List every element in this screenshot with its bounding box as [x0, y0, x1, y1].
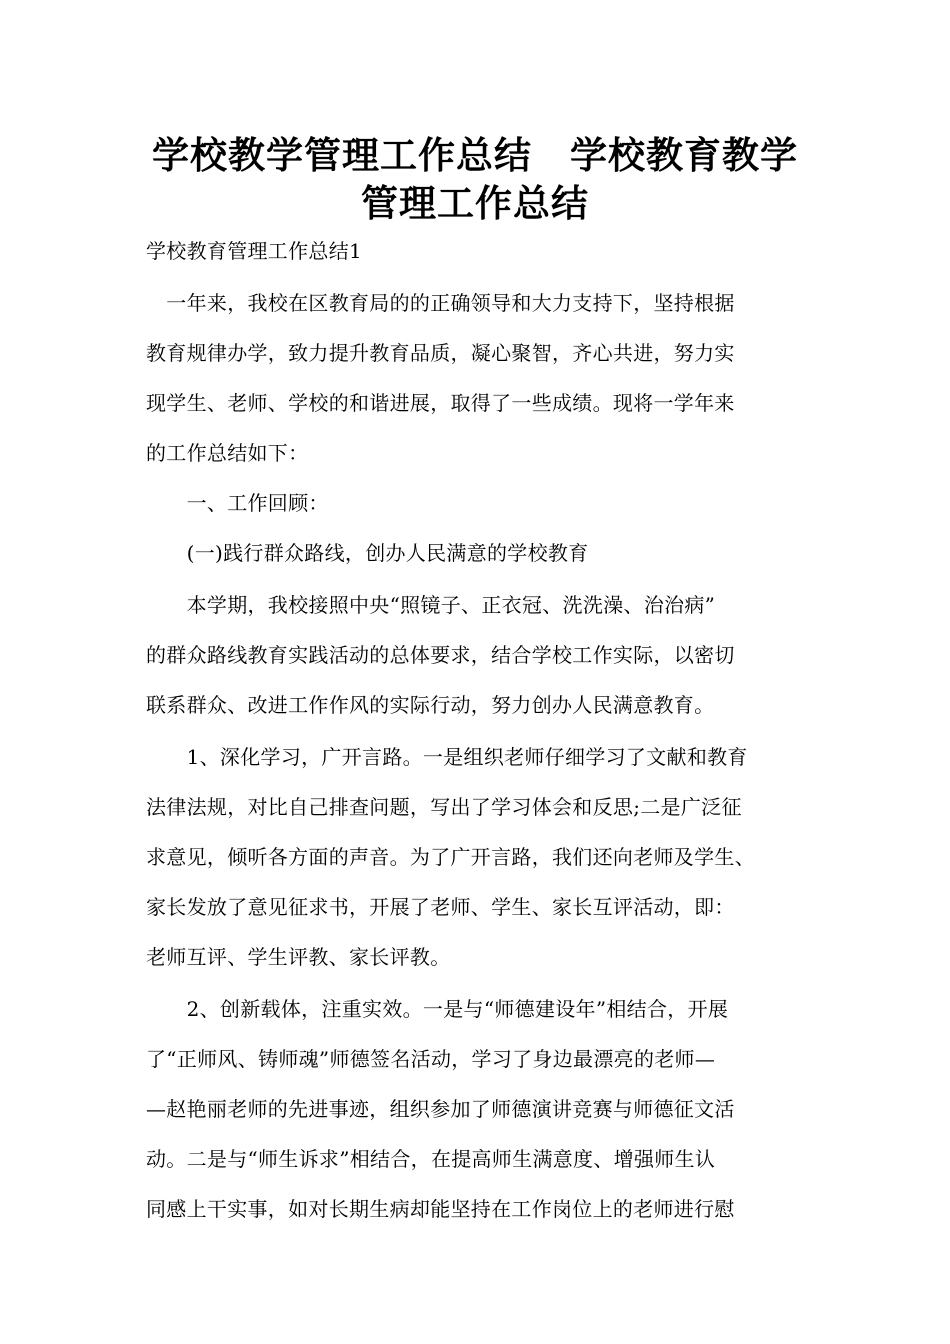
paragraph-line: 联系群众、改进工作作风的实际行动，努力创办人民满意教育。	[146, 693, 715, 717]
paragraph-line: 求意见，倾听各方面的声音。为了广开言路，我们还向老师及学生、	[146, 845, 755, 869]
paragraph-line: 的群众路线教育实践活动的总体要求，结合学校工作实际，以密切	[146, 643, 735, 667]
paragraph-line: —赵艳丽老师的先进事迹，组织参加了师德演讲竞赛与师德征文活	[146, 1097, 735, 1121]
paragraph-line: 本学期，我校接照中央“照镜子、正衣冠、洗洗澡、治治病”	[146, 593, 716, 617]
document-title-line-2: 管理工作总结	[361, 182, 589, 225]
paragraph-line: 了“正师风、铸师魂”师德签名活动，学习了身边最漂亮的老师—	[146, 1047, 716, 1071]
subsection-heading: (一)践行群众路线，创办人民满意的学校教育	[146, 541, 589, 565]
paragraph-line: 家长发放了意见征求书，开展了老师、学生、家长互评活动，即：	[146, 895, 735, 919]
paragraph-line: 同感上干实事，如对长期生病却能坚持在工作岗位上的老师进行慰	[146, 1197, 735, 1221]
paragraph-line: 动。二是与“师生诉求”相结合，在提高师生满意度、增强师生认	[146, 1147, 716, 1171]
paragraph-line: 的工作总结如下：	[146, 441, 309, 465]
section-subtitle: 学校教育管理工作总结1	[146, 239, 363, 263]
paragraph-line: 2、创新载体，注重实效。一是与“师德建设年”相结合，开展	[146, 997, 729, 1021]
section-heading: 一、工作回顾：	[146, 491, 329, 515]
paragraph-line: 法律法规，对比自己排查问题，写出了学习体会和反思;二是广泛征	[146, 795, 742, 819]
paragraph-line: 教育规律办学，致力提升教育品质，凝心聚智，齐心共进，努力实	[146, 341, 735, 365]
paragraph-line: 现学生、老师、学校的和谐进展，取得了一些成绩。现将一学年来	[146, 391, 735, 415]
paragraph-line: 一年来，我校在区教育局的的正确领导和大力支持下，坚持根据	[146, 291, 735, 315]
paragraph-line: 老师互评、学生评教、家长评教。	[146, 945, 451, 969]
paragraph-line: 1、深化学习，广开言路。一是组织老师仔细学习了文献和教育	[146, 745, 748, 769]
document-title-line-1: 学校教学管理工作总结 学校教育教学	[152, 134, 798, 177]
